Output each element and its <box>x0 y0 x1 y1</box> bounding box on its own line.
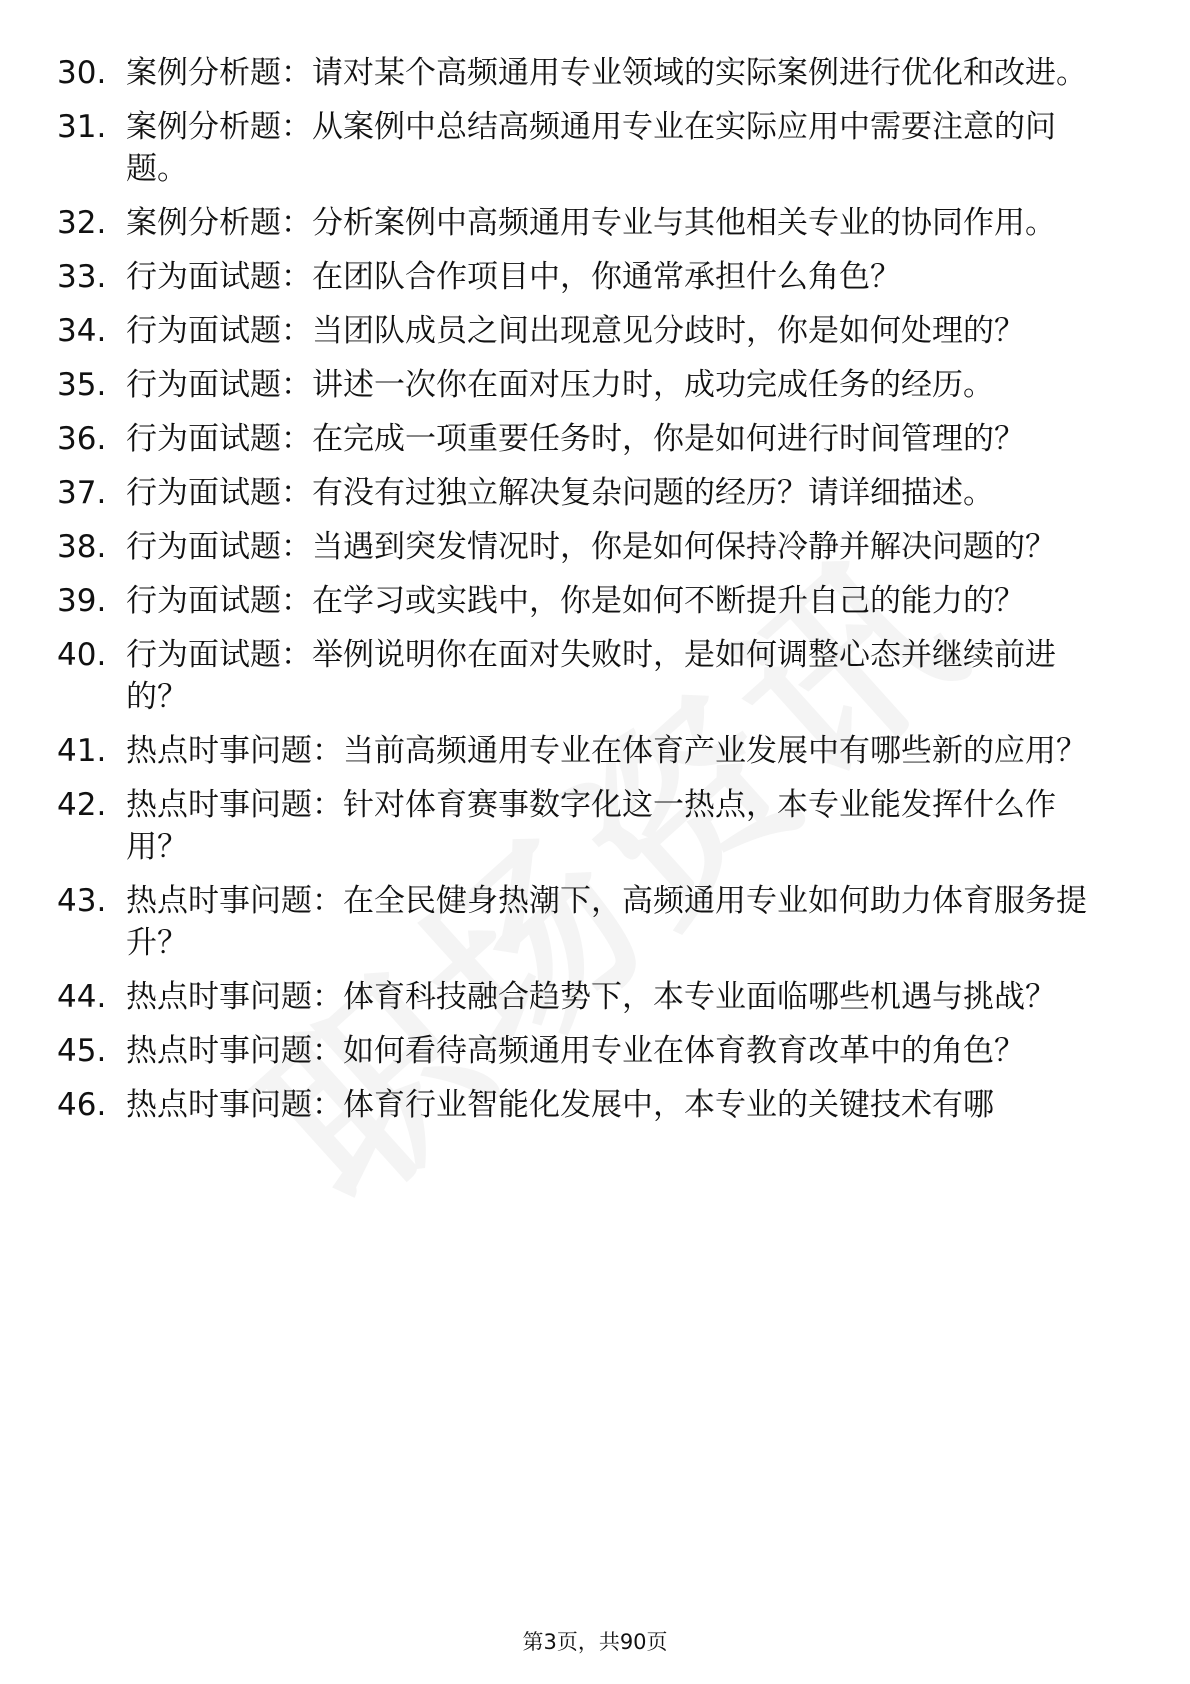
question-list <box>0 52 1190 1138</box>
question-text: 热点时事问题：针对体育赛事数字化这一热点，本专业能发挥什么作用？ <box>126 787 1056 865</box>
question-item <box>0 976 1190 1018</box>
question-number: 38. <box>57 529 107 565</box>
question-text: 行为面试题：举例说明你在面对失败时，是如何调整心态并继续前进的？ <box>126 637 1056 715</box>
question-text: 行为面试题：当团队成员之间出现意见分歧时，你是如何处理的？ <box>126 313 1025 349</box>
question-item <box>0 526 1190 568</box>
question-item <box>0 364 1190 406</box>
question-text: 行为面试题：在学习或实践中，你是如何不断提升自己的能力的？ <box>126 583 1025 619</box>
question-text: 案例分析题：请对某个高频通用专业领域的实际案例进行优化和改进。 <box>126 55 1087 91</box>
question-number: 41. <box>57 733 107 769</box>
question-text: 热点时事问题：当前高频通用专业在体育产业发展中有哪些新的应用？ <box>126 733 1087 769</box>
question-number: 37. <box>57 475 107 511</box>
question-item <box>0 106 1190 190</box>
question-number: 44. <box>57 979 107 1015</box>
question-item <box>0 418 1190 460</box>
question-text: 行为面试题：讲述一次你在面对压力时，成功完成任务的经历。 <box>126 367 994 403</box>
question-text: 行为面试题：有没有过独立解决复杂问题的经历？请详细描述。 <box>126 475 994 511</box>
question-number: 32. <box>57 205 107 241</box>
question-item <box>0 634 1190 718</box>
question-text: 热点时事问题：体育科技融合趋势下，本专业面临哪些机遇与挑战？ <box>126 979 1056 1015</box>
question-text: 行为面试题：在完成一项重要任务时，你是如何进行时间管理的？ <box>126 421 1025 457</box>
question-number: 43. <box>57 883 107 919</box>
question-number: 36. <box>57 421 107 457</box>
question-text: 热点时事问题：体育行业智能化发展中，本专业的关键技术有哪 <box>126 1087 994 1123</box>
question-text: 行为面试题：当遇到突发情况时，你是如何保持冷静并解决问题的？ <box>126 529 1056 565</box>
question-number: 35. <box>57 367 107 403</box>
question-item <box>0 580 1190 622</box>
question-text: 案例分析题：从案例中总结高频通用专业在实际应用中需要注意的问题。 <box>126 109 1056 187</box>
question-number: 45. <box>57 1033 107 1069</box>
question-text: 行为面试题：在团队合作项目中，你通常承担什么角色？ <box>126 259 901 295</box>
question-item <box>0 202 1190 244</box>
question-number: 33. <box>57 259 107 295</box>
question-item <box>0 1030 1190 1072</box>
question-text: 案例分析题：分析案例中高频通用专业与其他相关专业的协同作用。 <box>126 205 1056 241</box>
question-item <box>0 256 1190 298</box>
question-item <box>0 52 1190 94</box>
question-number: 40. <box>57 637 107 673</box>
question-item <box>0 1084 1190 1126</box>
question-number: 46. <box>57 1087 107 1123</box>
question-item <box>0 472 1190 514</box>
question-item <box>0 880 1190 964</box>
question-number: 34. <box>57 313 107 349</box>
question-number: 42. <box>57 787 107 823</box>
question-number: 30. <box>57 55 107 91</box>
question-text: 热点时事问题：在全民健身热潮下，高频通用专业如何助力体育服务提升？ <box>126 883 1087 961</box>
page-footer <box>0 1628 1190 1656</box>
page-number-label: 第3页，共90页 <box>522 1630 668 1654</box>
question-item <box>0 784 1190 868</box>
question-item <box>0 310 1190 352</box>
question-number: 31. <box>57 109 107 145</box>
question-number: 39. <box>57 583 107 619</box>
question-text: 热点时事问题：如何看待高频通用专业在体育教育改革中的角色？ <box>126 1033 1025 1069</box>
question-item <box>0 730 1190 772</box>
